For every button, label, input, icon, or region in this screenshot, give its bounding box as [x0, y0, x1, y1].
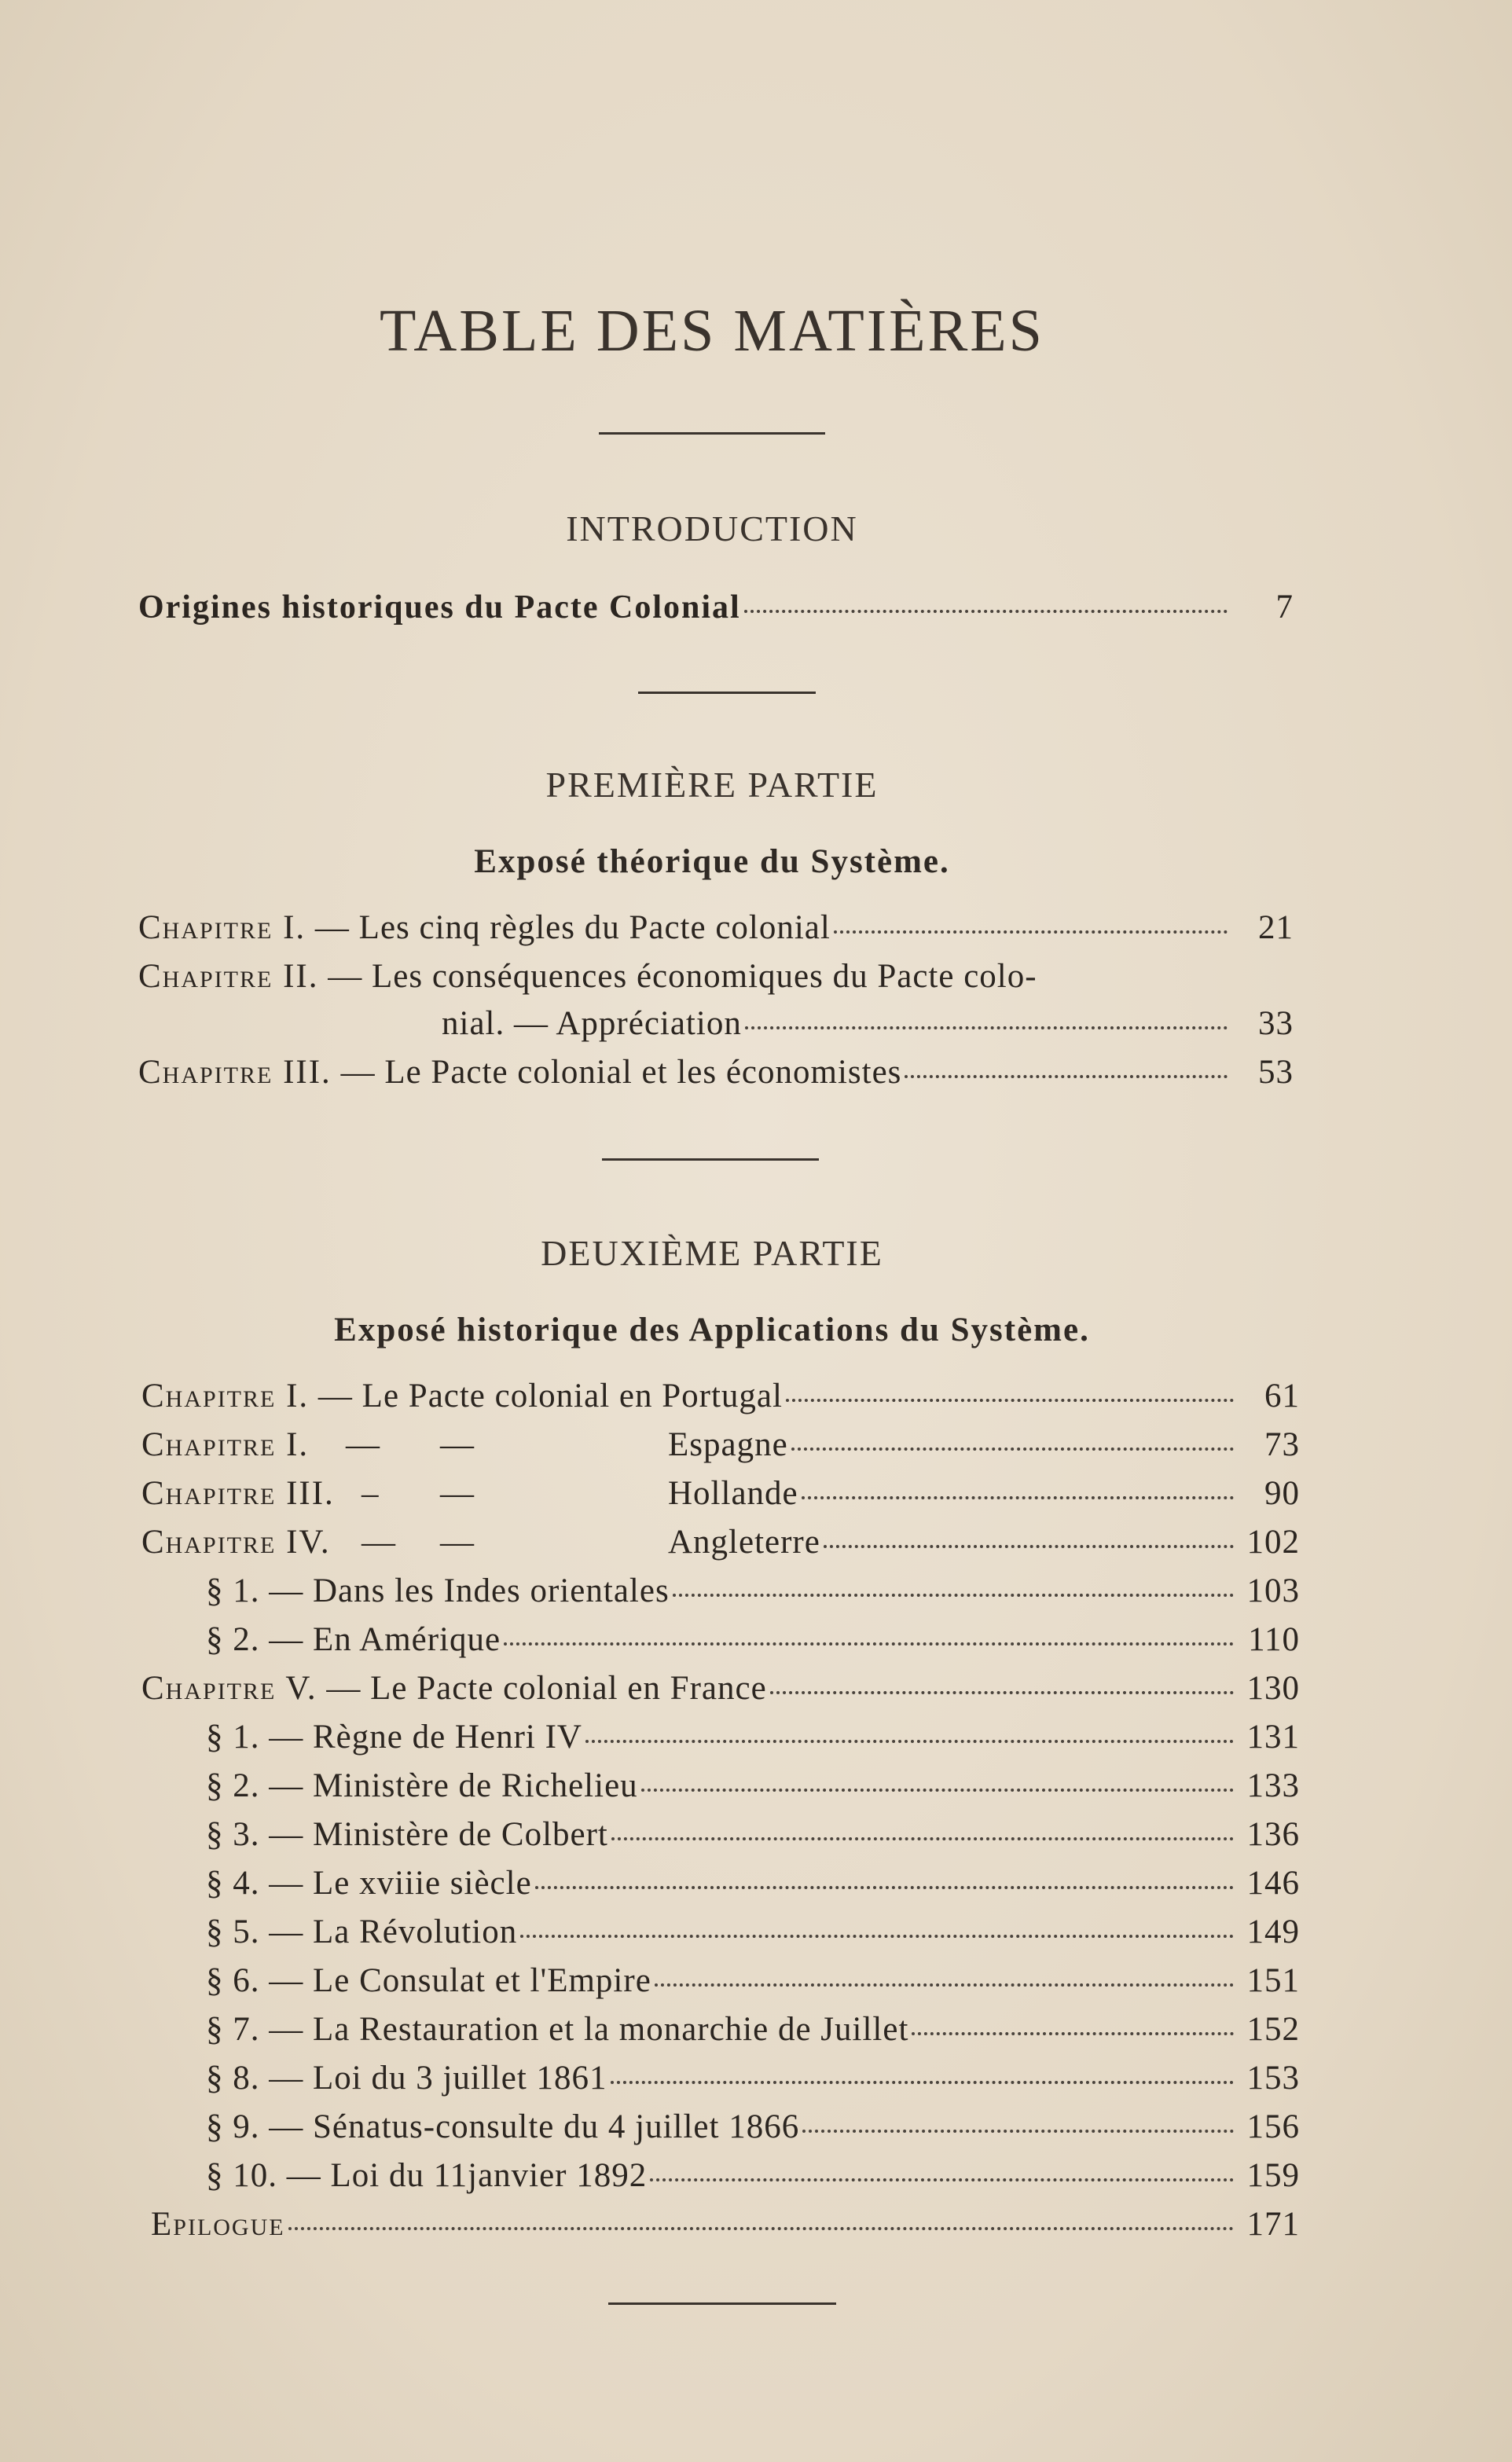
toc-entry-ch5-s3[interactable]: [206, 1815, 1300, 1854]
chapter-label: Chapitre I.: [141, 1426, 310, 1463]
toc-page-number: 149: [1246, 1913, 1300, 1950]
section-number: § 10.: [206, 2157, 277, 2194]
title-divider: [599, 432, 825, 435]
separator-dash: —: [269, 1621, 304, 1658]
toc-entry-introduction[interactable]: [138, 588, 1294, 626]
separator-dash: —: [269, 1719, 304, 1756]
toc-entry-text: Les cinq règles du Pacte colonial: [358, 909, 831, 946]
chapter-label: Chapitre I.: [141, 1378, 310, 1414]
leader-dots: [585, 1740, 1234, 1743]
chapter-label: Chapitre III.: [141, 1475, 335, 1512]
toc-entry-ch5-s6[interactable]: [206, 1961, 1300, 2000]
toc-entry-text: Sénatus-consulte du 4 juillet 1866: [313, 2108, 800, 2145]
toc-page-number: 90: [1264, 1475, 1300, 1512]
introduction-divider: [638, 692, 816, 694]
section-number: § 3.: [206, 1816, 260, 1853]
leader-dots: [802, 2130, 1234, 2133]
toc-entry-text: Le Pacte colonial en France: [370, 1670, 767, 1707]
leader-dots: [504, 1642, 1234, 1646]
leader-dots: [786, 1399, 1234, 1402]
toc-entry-text: Angleterre: [668, 1524, 820, 1561]
leader-dots: [611, 1837, 1234, 1840]
closing-divider: [608, 2302, 836, 2305]
toc-page-number: 136: [1246, 1816, 1300, 1853]
section-number: § 2.: [206, 1621, 260, 1658]
toc-entry-part1-ch2-continuation[interactable]: [442, 1004, 1294, 1043]
section-number: § 4.: [206, 1865, 260, 1902]
leader-dots: [912, 2032, 1234, 2035]
section-number: § 6.: [206, 1962, 260, 1999]
separator-dash: —: [346, 1426, 380, 1463]
toc-entry-text: La Restauration et la monarchie de Juillet: [313, 2011, 909, 2048]
part1-divider: [602, 1158, 819, 1161]
toc-entry-text: Dans les Indes orientales: [313, 1572, 670, 1609]
toc-entry-part1-ch2[interactable]: [138, 957, 1191, 996]
leader-dots: [650, 2178, 1234, 2181]
separator-dash: —: [326, 1670, 361, 1707]
leader-dots: [288, 2227, 1234, 2230]
section-number: § 1.: [206, 1572, 260, 1609]
leader-dots: [745, 1026, 1228, 1029]
toc-page-number: 73: [1264, 1426, 1300, 1463]
toc-entry-part2-espagne[interactable]: [141, 1425, 1300, 1464]
toc-page-number: 171: [1246, 2206, 1300, 2243]
leader-dots: [791, 1447, 1234, 1451]
toc-entry-ch5-s1[interactable]: [206, 1718, 1300, 1756]
ditto-mark: —: [440, 1524, 475, 1561]
toc-entry-text: Loi du 11janvier 1892: [330, 2157, 648, 2194]
toc-entry-text: Ministère de Richelieu: [313, 1767, 638, 1804]
separator-dash: —: [269, 2011, 304, 2048]
ditto-mark: —: [440, 1475, 475, 1512]
leader-dots: [824, 1545, 1234, 1548]
toc-page-number: 102: [1246, 1524, 1300, 1561]
part1-heading: PREMIÈRE PARTIE: [545, 765, 879, 805]
chapter-label: Chapitre V.: [141, 1670, 317, 1707]
separator-dash: —: [269, 2108, 304, 2145]
leader-dots: [535, 1886, 1234, 1889]
toc-entry-ch5-s5[interactable]: [206, 1913, 1300, 1951]
ditto-mark: —: [440, 1426, 475, 1463]
leader-dots: [770, 1691, 1234, 1694]
section-number: § 7.: [206, 2011, 260, 2048]
leader-dots: [520, 1935, 1234, 1938]
toc-page-number: 153: [1246, 2060, 1300, 2097]
toc-page-number: 130: [1246, 1670, 1300, 1707]
toc-entry-epilogue[interactable]: [151, 2205, 1300, 2244]
part2-heading: DEUXIÈME PARTIE: [541, 1233, 883, 1273]
separator-dash: —: [269, 1913, 304, 1950]
separator-dash: —: [361, 1524, 396, 1561]
separator-dash: –: [361, 1475, 380, 1512]
toc-entry-ch4-s1[interactable]: [206, 1572, 1300, 1610]
toc-entry-ch5-s4[interactable]: [206, 1864, 1300, 1902]
toc-page-number: 61: [1264, 1378, 1300, 1414]
separator-dash: —: [269, 1865, 304, 1902]
section-number: § 2.: [206, 1767, 260, 1804]
toc-page-number: 159: [1246, 2157, 1300, 2194]
toc-entry-ch4-s2[interactable]: [206, 1620, 1300, 1659]
epilogue-label: Epilogue: [151, 2206, 285, 2243]
separator-dash: —: [340, 1054, 376, 1091]
toc-page-number: 103: [1246, 1572, 1300, 1609]
toc-page-number: 110: [1248, 1621, 1300, 1658]
separator-dash: —: [269, 1816, 304, 1853]
toc-entry-part2-hollande[interactable]: [141, 1474, 1300, 1513]
toc-entry-text: Le Pacte colonial en Portugal: [361, 1378, 783, 1414]
toc-page-number: 146: [1246, 1865, 1300, 1902]
toc-entry-part2-angleterre[interactable]: [141, 1523, 1300, 1561]
toc-page-number: 133: [1246, 1767, 1300, 1804]
leader-dots: [655, 1983, 1234, 1987]
toc-entry-text: Le Pacte colonial et les économistes: [384, 1054, 902, 1091]
separator-dash: —: [269, 1962, 304, 1999]
page-title: TABLE DES MATIÈRES: [380, 298, 1044, 364]
toc-entry-text: Ministère de Colbert: [313, 1816, 608, 1853]
toc-page-number: 7: [1275, 589, 1294, 626]
toc-entry-part1-ch1[interactable]: [138, 908, 1294, 947]
separator-dash: —: [317, 1378, 353, 1414]
toc-entry-text: Loi du 3 juillet 1861: [313, 2060, 607, 2097]
leader-dots: [802, 1496, 1234, 1499]
toc-page-number: 131: [1246, 1719, 1300, 1756]
leader-dots: [905, 1075, 1228, 1078]
toc-entry-ch5-s10[interactable]: [206, 2156, 1300, 2195]
separator-dash: —: [269, 2060, 304, 2097]
toc-entry-text: La Révolution: [313, 1913, 518, 1950]
toc-page-number: 156: [1246, 2108, 1300, 2145]
chapter-label: Chapitre III.: [138, 1054, 332, 1091]
section-number: § 5.: [206, 1913, 260, 1950]
separator-dash: —: [269, 1572, 304, 1609]
toc-entry-text: Règne de Henri IV: [313, 1719, 582, 1756]
toc-entry-text: Origines historiques du Pacte Colonial: [138, 589, 741, 626]
separator-dash: —: [314, 909, 350, 946]
part1-subtitle: Exposé théorique du Système.: [474, 843, 950, 880]
part2-subtitle: Exposé historique des Applications du Système.: [334, 1312, 1090, 1348]
leader-dots: [673, 1594, 1234, 1597]
toc-entry-text: En Amérique: [313, 1621, 501, 1658]
toc-entry-part2-ch5[interactable]: [141, 1669, 1300, 1708]
toc-entry-text: Le xviiie siècle: [313, 1865, 532, 1902]
toc-entry-ch5-s8[interactable]: [206, 2059, 1300, 2097]
toc-page-number: 151: [1246, 1962, 1300, 1999]
separator-dash: —: [269, 1767, 304, 1804]
toc-entry-part2-ch1[interactable]: [141, 1377, 1300, 1415]
toc-entry-part1-ch3[interactable]: [138, 1053, 1294, 1092]
toc-entry-text: Les conséquences économiques du Pacte colo-: [371, 958, 1037, 995]
section-number: § 8.: [206, 2060, 260, 2097]
chapter-label: Chapitre I.: [138, 909, 306, 946]
separator-dash: —: [286, 2157, 321, 2194]
section-number: § 9.: [206, 2108, 260, 2145]
toc-entry-ch5-s2[interactable]: [206, 1767, 1300, 1805]
leader-dots: [611, 2081, 1234, 2084]
chapter-label: Chapitre IV.: [141, 1524, 331, 1561]
separator-dash: —: [328, 958, 363, 995]
toc-entry-ch5-s7[interactable]: [206, 2010, 1300, 2049]
toc-entry-ch5-s9[interactable]: [206, 2108, 1300, 2146]
toc-page-number: 53: [1258, 1054, 1294, 1091]
introduction-heading: INTRODUCTION: [566, 508, 858, 549]
chapter-label: Chapitre II.: [138, 958, 319, 995]
section-number: § 1.: [206, 1719, 260, 1756]
toc-entry-text: Le Consulat et l'Empire: [313, 1962, 651, 1999]
toc-entry-text: Espagne: [668, 1426, 788, 1463]
toc-entry-continuation: nial. — Appréciation: [442, 1005, 742, 1042]
leader-dots: [641, 1789, 1234, 1792]
toc-page-number: 152: [1246, 2011, 1300, 2048]
toc-page-number: 33: [1258, 1005, 1294, 1042]
toc-page-number: 21: [1258, 909, 1294, 946]
leader-dots: [744, 610, 1228, 613]
leader-dots: [834, 930, 1228, 934]
toc-entry-text: Hollande: [668, 1475, 798, 1512]
